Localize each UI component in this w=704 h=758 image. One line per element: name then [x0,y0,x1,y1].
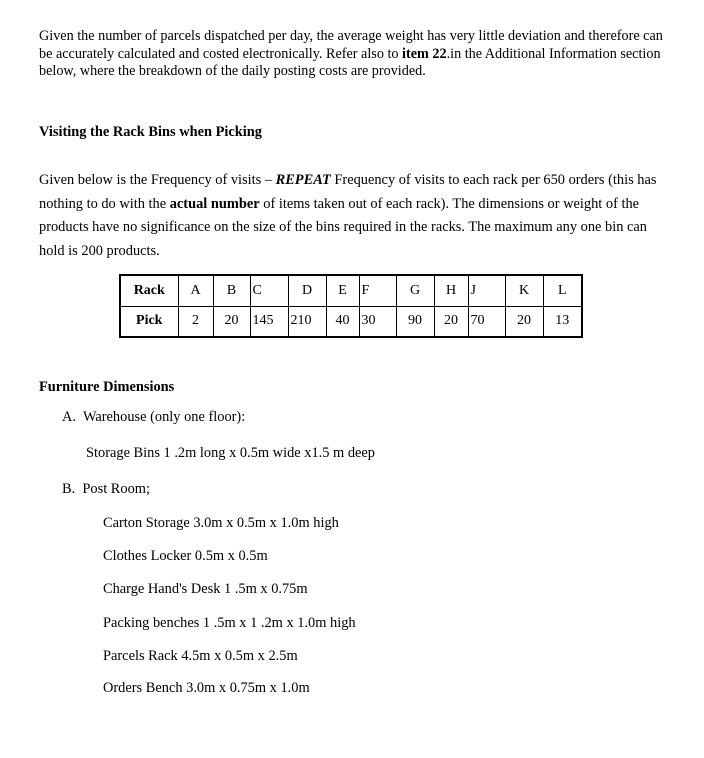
rack-cell: B [213,275,250,306]
list-marker: B. [62,481,76,497]
actual-number-emphasis: actual number [169,195,260,212]
pick-cell: 20 [505,306,543,337]
intro-text-2: .in the Additional Information section below, where the breakdown of the daily posting costs are provided. [39,45,661,80]
furniture-item: Charge Hand's Desk 1 .5m x 0.75m [103,581,308,597]
rack-row [120,275,582,306]
pick-row [120,306,582,337]
rack-cell: C [250,275,288,306]
repeat-emphasis: REPEAT [275,172,331,188]
pick-cell: 210 [288,306,326,337]
pick-cell: 20 [213,306,250,337]
rack-cell: H [434,275,468,306]
furniture-item: Packing benches 1 .5m x 1 .2m x 1.0m high [103,615,356,631]
frequency-text-2: Frequency of visits to each rack per 650 orders (this has nothing to do with the [39,172,657,212]
rack-cell: J [468,275,505,306]
rack-cell: A [178,275,213,306]
furniture-item: Clothes Locker 0.5m x 0.5m [103,548,268,564]
pick-cell: 70 [468,306,505,337]
rack-cell: D [288,275,326,306]
post-room-label: Post Room; [82,481,150,497]
frequency-paragraph [39,169,669,263]
pick-cell: 20 [434,306,468,337]
rack-cell: L [543,275,582,306]
pick-cell: 2 [178,306,213,337]
pick-cell: 145 [250,306,288,337]
rack-frequency-table [119,274,583,338]
warehouse-label: Warehouse (only one floor): [82,409,246,425]
pick-row-label: Pick [120,306,178,337]
intro-paragraph [39,28,679,81]
rack-bins-heading: Visiting the Rack Bins when Picking [39,124,262,140]
frequency-text-3: of items taken out of each rack). The dimensions or weight of the products have no significance on the size of the bins required in the racks. The maximum any one bin can hold is 200 products. [39,195,647,259]
warehouse-list-item [62,409,245,426]
rack-cell: K [505,275,543,306]
pick-cell: 90 [396,306,434,337]
post-room-list-item [62,481,150,498]
furniture-item: Orders Bench 3.0m x 0.75m x 1.0m [103,680,310,696]
item-reference: item 22 [402,45,447,62]
pick-cell: 40 [326,306,359,337]
furniture-item: Parcels Rack 4.5m x 0.5m x 2.5m [103,648,298,664]
frequency-text-1: Given below is the Frequency of visits – [39,172,276,188]
rack-row-label: Rack [120,275,178,306]
pick-cell: 30 [359,306,396,337]
rack-cell: G [396,275,434,306]
rack-cell: E [326,275,359,306]
furniture-item: Carton Storage 3.0m x 0.5m x 1.0m high [103,515,339,531]
list-marker: A. [62,409,76,425]
intro-text-1: Given the number of parcels dispatched per day, the average weight has very little deviation and therefore can be accurately calculated and costed electronically. Refer also to [39,28,663,62]
pick-cell: 13 [543,306,582,337]
furniture-heading: Furniture Dimensions [39,379,175,395]
rack-cell: F [359,275,396,306]
storage-bins-item: Storage Bins 1 .2m long x 0.5m wide x1.5 m deep [86,445,375,461]
